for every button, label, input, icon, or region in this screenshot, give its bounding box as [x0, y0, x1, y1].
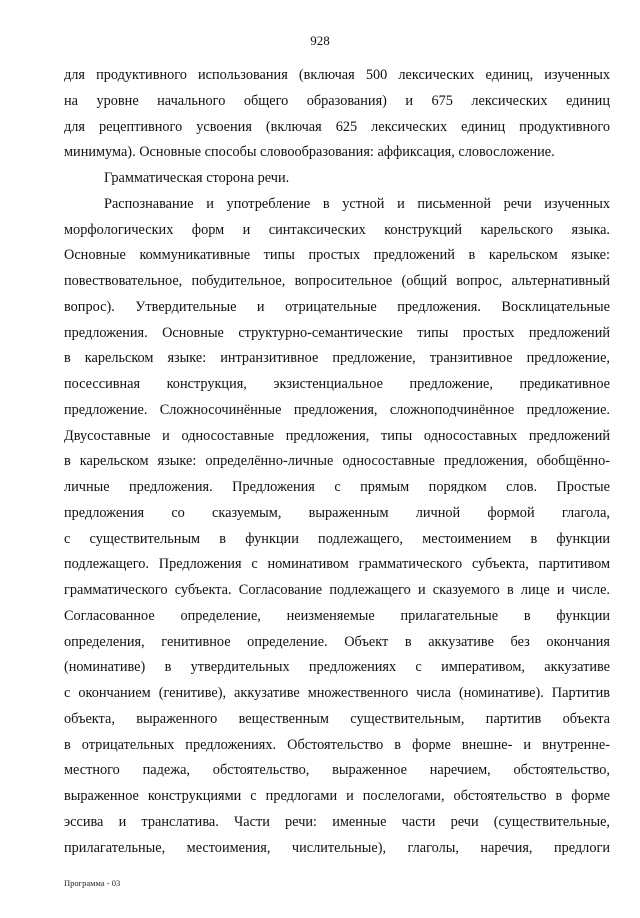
text-line: с существительным в функции подлежащего, местоимением в функции	[64, 530, 610, 547]
text-line: вопрос). Утвердительные и отрицательные предложения. Восклицательные	[64, 298, 610, 315]
text-line: объекта, выраженного вещественным существительным, партитив объекта	[64, 710, 610, 727]
text-line: на уровне начального общего образования) и 675 лексических единиц	[64, 92, 610, 109]
page-footer: Программа - 03	[64, 878, 121, 888]
text-line: в карельском языке: интранзитивное предложение, транзитивное предложение,	[64, 350, 610, 367]
text-line: прилагательные, местоимения, числительные), глаголы, наречия, предлоги	[64, 839, 610, 856]
text-line: в отрицательных предложениях. Обстоятельство в форме внешне- и внутренне-	[64, 736, 610, 753]
text-line: предложения. Основные структурно-семантические типы простых предложений	[64, 324, 610, 341]
text-line: Согласованное определение, неизменяемые прилагательные в функции	[64, 607, 610, 624]
text-line: определения, генитивное определение. Объект в аккузативе без окончания	[64, 633, 610, 650]
text-line: посессивная конструкция, экзистенциальное предложение, предикативное	[64, 376, 610, 392]
text-line: эссива и транслатива. Части речи: именные части речи (существительные,	[64, 813, 610, 830]
text-line: Основные коммуникативные типы простых предложений в карельском языке:	[64, 247, 610, 264]
text-line: предложения со сказуемым, выраженным личной формой глагола,	[64, 504, 610, 521]
text-line: с окончанием (генитиве), аккузативе множественного числа (номинативе). Партитив	[64, 685, 610, 701]
text-line: морфологических форм и синтаксических конструкций карельского языка.	[64, 221, 610, 238]
text-line: Распознавание и употребление в устной и письменной речи изученных	[104, 195, 610, 212]
text-line: Двусоставные и односоставные предложения, типы односоставных предложений	[64, 427, 610, 444]
page-number: 928	[310, 33, 330, 48]
text-line: Грамматическая сторона речи.	[104, 170, 290, 186]
text-line: для рецептивного усвоения (включая 625 лексических единиц продуктивного	[64, 118, 610, 135]
text-line: подлежащего. Предложения с номинативом грамматического субъекта, партитивом	[64, 556, 610, 573]
body-text	[64, 63, 610, 861]
text-line: повествовательное, побудительное, вопросительное (общий вопрос, альтернативный	[64, 273, 610, 289]
text-line: минимума). Основные способы словообразования: аффиксация, словосложение.	[64, 144, 555, 161]
text-line: грамматического субъекта. Согласование подлежащего и сказуемого в лице и числе.	[64, 582, 610, 598]
text-line: предложение. Сложносочинённые предложения, сложноподчинённое предложение.	[64, 401, 610, 418]
text-line: для продуктивного использования (включая 500 лексических единиц, изученных	[64, 67, 610, 83]
text-line: (номинативе) в утвердительных предложениях с императивом, аккузативе	[64, 659, 610, 676]
text-line: в карельском языке: определённо-личные односоставные предложения, обобщённо-	[64, 453, 610, 470]
text-line: личные предложения. Предложения с прямым порядком слов. Простые	[64, 479, 610, 495]
text-line: местного падежа, обстоятельство, выраженное наречием, обстоятельство,	[64, 762, 610, 779]
text-line: выраженное конструкциями с предлогами и послелогами, обстоятельство в форме	[64, 788, 610, 804]
